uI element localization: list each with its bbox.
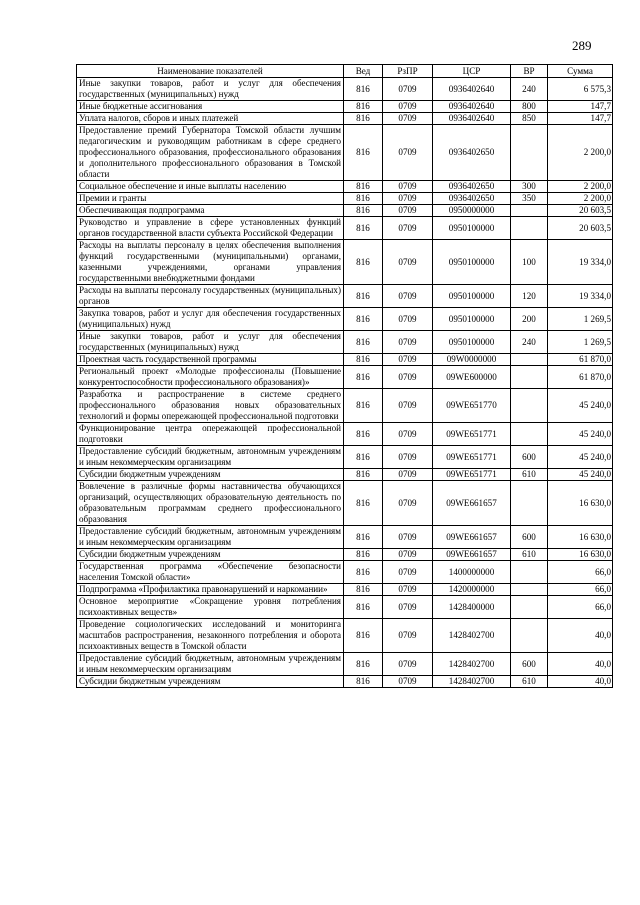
row-csr: 1400000000 bbox=[433, 561, 511, 584]
row-sum: 40,0 bbox=[548, 676, 613, 688]
row-sum: 66,0 bbox=[548, 596, 613, 619]
row-vr: 120 bbox=[511, 285, 548, 308]
column-header-rzpr: РзПР bbox=[383, 65, 433, 78]
table-row bbox=[77, 366, 613, 389]
row-name: Иные закупки товаров, работ и услуг для обеспечения государственных (муниципальных) нужд bbox=[77, 331, 344, 354]
row-vr: 100 bbox=[511, 240, 548, 285]
row-csr: 09WE651771 bbox=[433, 469, 511, 481]
row-rzpr: 0709 bbox=[383, 653, 433, 676]
table-row bbox=[77, 285, 613, 308]
row-sum: 147,7 bbox=[548, 101, 613, 113]
row-rzpr: 0709 bbox=[383, 446, 433, 469]
table-row bbox=[77, 619, 613, 653]
row-name: Обеспечивающая подпрограмма bbox=[77, 205, 344, 217]
row-vr: 350 bbox=[511, 193, 548, 205]
row-name: Проведение социологических исследований и мониторинга масштабов распространения, незаконного потребления и оборота психоактивных веществ в Томской области bbox=[77, 619, 344, 653]
row-rzpr: 0709 bbox=[383, 423, 433, 446]
row-rzpr: 0709 bbox=[383, 469, 433, 481]
row-rzpr: 0709 bbox=[383, 584, 433, 596]
row-ved: 816 bbox=[344, 193, 383, 205]
row-sum: 2 200,0 bbox=[548, 181, 613, 193]
row-ved: 816 bbox=[344, 113, 383, 125]
row-name: Основное мероприятие «Сокращение уровня потребления психоактивных веществ» bbox=[77, 596, 344, 619]
row-rzpr: 0709 bbox=[383, 125, 433, 181]
table-row bbox=[77, 101, 613, 113]
table-row bbox=[77, 549, 613, 561]
row-rzpr: 0709 bbox=[383, 481, 433, 526]
row-csr: 0950000000 bbox=[433, 205, 511, 217]
table-row bbox=[77, 217, 613, 240]
row-sum: 6 575,3 bbox=[548, 78, 613, 101]
row-vr bbox=[511, 366, 548, 389]
row-vr: 610 bbox=[511, 676, 548, 688]
row-csr: 09WE661657 bbox=[433, 526, 511, 549]
column-header-csr: ЦСР bbox=[433, 65, 511, 78]
table-row bbox=[77, 113, 613, 125]
table-row bbox=[77, 596, 613, 619]
row-vr bbox=[511, 481, 548, 526]
table-row bbox=[77, 653, 613, 676]
column-header-ved: Вед bbox=[344, 65, 383, 78]
row-rzpr: 0709 bbox=[383, 354, 433, 366]
row-csr: 09WE651771 bbox=[433, 446, 511, 469]
table-row bbox=[77, 584, 613, 596]
row-csr: 0936402640 bbox=[433, 113, 511, 125]
row-sum: 66,0 bbox=[548, 561, 613, 584]
row-name: Проектная часть государственной программы bbox=[77, 354, 344, 366]
row-rzpr: 0709 bbox=[383, 217, 433, 240]
row-rzpr: 0709 bbox=[383, 101, 433, 113]
column-header-name: Наименование показателей bbox=[77, 65, 344, 78]
row-ved: 816 bbox=[344, 653, 383, 676]
row-rzpr: 0709 bbox=[383, 389, 433, 423]
row-sum: 40,0 bbox=[548, 653, 613, 676]
row-vr: 200 bbox=[511, 308, 548, 331]
row-rzpr: 0709 bbox=[383, 181, 433, 193]
row-vr: 240 bbox=[511, 78, 548, 101]
table-row bbox=[77, 193, 613, 205]
row-name: Социальное обеспечение и иные выплаты населению bbox=[77, 181, 344, 193]
row-ved: 816 bbox=[344, 308, 383, 331]
table-row bbox=[77, 308, 613, 331]
row-name: Руководство и управление в сфере установленных функций органов государственной власти субъекта Российской Федерации bbox=[77, 217, 344, 240]
row-rzpr: 0709 bbox=[383, 285, 433, 308]
row-ved: 816 bbox=[344, 561, 383, 584]
row-csr: 0936402640 bbox=[433, 78, 511, 101]
row-vr bbox=[511, 205, 548, 217]
row-vr bbox=[511, 354, 548, 366]
row-name: Расходы на выплаты персоналу государственных (муниципальных) органов bbox=[77, 285, 344, 308]
row-csr: 0936402640 bbox=[433, 101, 511, 113]
row-vr bbox=[511, 125, 548, 181]
row-rzpr: 0709 bbox=[383, 561, 433, 584]
table-row bbox=[77, 389, 613, 423]
row-ved: 816 bbox=[344, 423, 383, 446]
header-row bbox=[77, 65, 613, 78]
row-sum: 45 240,0 bbox=[548, 423, 613, 446]
row-name: Вовлечение в различные формы наставничества обучающихся организаций, осуществляющих образовательную деятельность по образовательным программам среднего профессионального образования bbox=[77, 481, 344, 526]
row-rzpr: 0709 bbox=[383, 676, 433, 688]
row-csr: 1428400000 bbox=[433, 596, 511, 619]
table-row bbox=[77, 481, 613, 526]
row-sum: 1 269,5 bbox=[548, 308, 613, 331]
row-name: Региональный проект «Молодые профессионалы (Повышение конкурентоспособности профессионального образования)» bbox=[77, 366, 344, 389]
row-csr: 1428402700 bbox=[433, 653, 511, 676]
row-name: Расходы на выплаты персоналу в целях обеспечения выполнения функций государственными (муниципальными) органами, казенными учреждениями, органами управления государственными внебюджетными фондами bbox=[77, 240, 344, 285]
row-vr bbox=[511, 619, 548, 653]
row-ved: 816 bbox=[344, 101, 383, 113]
row-vr bbox=[511, 584, 548, 596]
row-ved: 816 bbox=[344, 446, 383, 469]
row-name: Разработка и распространение в системе среднего профессионального образования новых образовательных технологий и формы опережающей профессиональной подготовки bbox=[77, 389, 344, 423]
row-name: Предоставление премий Губернатора Томской области лучшим педагогическим и руководящим работникам в сфере среднего профессионального образования, профессионального образования и дополнительного профессионального образования в Томской области bbox=[77, 125, 344, 181]
row-ved: 816 bbox=[344, 366, 383, 389]
row-sum: 66,0 bbox=[548, 584, 613, 596]
row-csr: 09WE651771 bbox=[433, 423, 511, 446]
row-sum: 2 200,0 bbox=[548, 125, 613, 181]
row-vr bbox=[511, 596, 548, 619]
row-sum: 45 240,0 bbox=[548, 389, 613, 423]
row-sum: 16 630,0 bbox=[548, 549, 613, 561]
row-csr: 09W0000000 bbox=[433, 354, 511, 366]
row-name: Предоставление субсидий бюджетным, автономным учреждениям и иным некоммерческим организациям bbox=[77, 526, 344, 549]
row-name: Премии и гранты bbox=[77, 193, 344, 205]
table-row bbox=[77, 423, 613, 446]
row-sum: 61 870,0 bbox=[548, 354, 613, 366]
row-ved: 816 bbox=[344, 285, 383, 308]
row-rzpr: 0709 bbox=[383, 240, 433, 285]
row-ved: 816 bbox=[344, 217, 383, 240]
table-row bbox=[77, 446, 613, 469]
row-ved: 816 bbox=[344, 205, 383, 217]
row-rzpr: 0709 bbox=[383, 549, 433, 561]
row-rzpr: 0709 bbox=[383, 331, 433, 354]
row-name: Иные бюджетные ассигнования bbox=[77, 101, 344, 113]
row-sum: 16 630,0 bbox=[548, 526, 613, 549]
table-row bbox=[77, 469, 613, 481]
row-name: Предоставление субсидий бюджетным, автономным учреждениям и иным некоммерческим организациям bbox=[77, 446, 344, 469]
row-sum: 16 630,0 bbox=[548, 481, 613, 526]
table-row bbox=[77, 125, 613, 181]
row-sum: 61 870,0 bbox=[548, 366, 613, 389]
row-sum: 19 334,0 bbox=[548, 240, 613, 285]
row-rzpr: 0709 bbox=[383, 205, 433, 217]
row-sum: 20 603,5 bbox=[548, 205, 613, 217]
row-csr: 09WE651770 bbox=[433, 389, 511, 423]
row-vr: 600 bbox=[511, 446, 548, 469]
row-name: Предоставление субсидий бюджетным, автономным учреждениям и иным некоммерческим организациям bbox=[77, 653, 344, 676]
row-rzpr: 0709 bbox=[383, 308, 433, 331]
row-sum: 1 269,5 bbox=[548, 331, 613, 354]
row-ved: 816 bbox=[344, 619, 383, 653]
row-ved: 816 bbox=[344, 354, 383, 366]
row-vr: 300 bbox=[511, 181, 548, 193]
row-csr: 0950100000 bbox=[433, 285, 511, 308]
row-sum: 40,0 bbox=[548, 619, 613, 653]
row-ved: 816 bbox=[344, 78, 383, 101]
row-ved: 816 bbox=[344, 676, 383, 688]
row-vr: 240 bbox=[511, 331, 548, 354]
table-row bbox=[77, 181, 613, 193]
row-name: Государственная программа «Обеспечение безопасности населения Томской области» bbox=[77, 561, 344, 584]
row-csr: 09WE600000 bbox=[433, 366, 511, 389]
row-name: Подпрограмма «Профилактика правонарушений и наркомании» bbox=[77, 584, 344, 596]
row-vr bbox=[511, 389, 548, 423]
row-vr: 600 bbox=[511, 526, 548, 549]
row-ved: 816 bbox=[344, 240, 383, 285]
row-csr: 0950100000 bbox=[433, 331, 511, 354]
row-csr: 0936402650 bbox=[433, 193, 511, 205]
row-ved: 816 bbox=[344, 469, 383, 481]
row-ved: 816 bbox=[344, 549, 383, 561]
row-ved: 816 bbox=[344, 181, 383, 193]
row-sum: 45 240,0 bbox=[548, 469, 613, 481]
row-vr bbox=[511, 423, 548, 446]
row-rzpr: 0709 bbox=[383, 619, 433, 653]
row-name: Субсидии бюджетным учреждениям bbox=[77, 676, 344, 688]
row-vr bbox=[511, 217, 548, 240]
row-vr: 600 bbox=[511, 653, 548, 676]
row-csr: 0950100000 bbox=[433, 240, 511, 285]
row-ved: 816 bbox=[344, 526, 383, 549]
table-row bbox=[77, 78, 613, 101]
row-vr: 800 bbox=[511, 101, 548, 113]
column-header-vr: ВР bbox=[511, 65, 548, 78]
row-ved: 816 bbox=[344, 125, 383, 181]
row-ved: 816 bbox=[344, 389, 383, 423]
row-name: Иные закупки товаров, работ и услуг для обеспечения государственных (муниципальных) нужд bbox=[77, 78, 344, 101]
row-ved: 816 bbox=[344, 481, 383, 526]
row-sum: 147,7 bbox=[548, 113, 613, 125]
row-csr: 1428402700 bbox=[433, 676, 511, 688]
row-csr: 0950100000 bbox=[433, 217, 511, 240]
row-csr: 0950100000 bbox=[433, 308, 511, 331]
table-row bbox=[77, 331, 613, 354]
table-body bbox=[77, 78, 613, 688]
row-vr: 610 bbox=[511, 549, 548, 561]
row-csr: 0936402650 bbox=[433, 181, 511, 193]
row-name: Субсидии бюджетным учреждениям bbox=[77, 469, 344, 481]
row-csr: 09WE661657 bbox=[433, 549, 511, 561]
row-sum: 45 240,0 bbox=[548, 446, 613, 469]
row-vr: 850 bbox=[511, 113, 548, 125]
row-csr: 09WE661657 bbox=[433, 481, 511, 526]
row-ved: 816 bbox=[344, 596, 383, 619]
row-name: Уплата налогов, сборов и иных платежей bbox=[77, 113, 344, 125]
page-number: 289 bbox=[572, 38, 592, 53]
table-row bbox=[77, 240, 613, 285]
row-rzpr: 0709 bbox=[383, 113, 433, 125]
row-vr: 610 bbox=[511, 469, 548, 481]
column-header-sum: Сумма bbox=[548, 65, 613, 78]
row-csr: 0936402650 bbox=[433, 125, 511, 181]
row-rzpr: 0709 bbox=[383, 526, 433, 549]
row-rzpr: 0709 bbox=[383, 78, 433, 101]
row-csr: 1420000000 bbox=[433, 584, 511, 596]
row-ved: 816 bbox=[344, 584, 383, 596]
budget-table bbox=[76, 64, 613, 688]
row-ved: 816 bbox=[344, 331, 383, 354]
row-name: Субсидии бюджетным учреждениям bbox=[77, 549, 344, 561]
table-row bbox=[77, 676, 613, 688]
table-row bbox=[77, 526, 613, 549]
table-row bbox=[77, 354, 613, 366]
row-sum: 2 200,0 bbox=[548, 193, 613, 205]
row-name: Функционирование центра опережающей профессиональной подготовки bbox=[77, 423, 344, 446]
row-sum: 19 334,0 bbox=[548, 285, 613, 308]
table-row bbox=[77, 205, 613, 217]
row-csr: 1428402700 bbox=[433, 619, 511, 653]
row-rzpr: 0709 bbox=[383, 193, 433, 205]
row-name: Закупка товаров, работ и услуг для обеспечения государственных (муниципальных) нужд bbox=[77, 308, 344, 331]
row-rzpr: 0709 bbox=[383, 366, 433, 389]
table-row bbox=[77, 561, 613, 584]
row-vr bbox=[511, 561, 548, 584]
row-rzpr: 0709 bbox=[383, 596, 433, 619]
row-sum: 20 603,5 bbox=[548, 217, 613, 240]
table-header bbox=[77, 65, 613, 78]
